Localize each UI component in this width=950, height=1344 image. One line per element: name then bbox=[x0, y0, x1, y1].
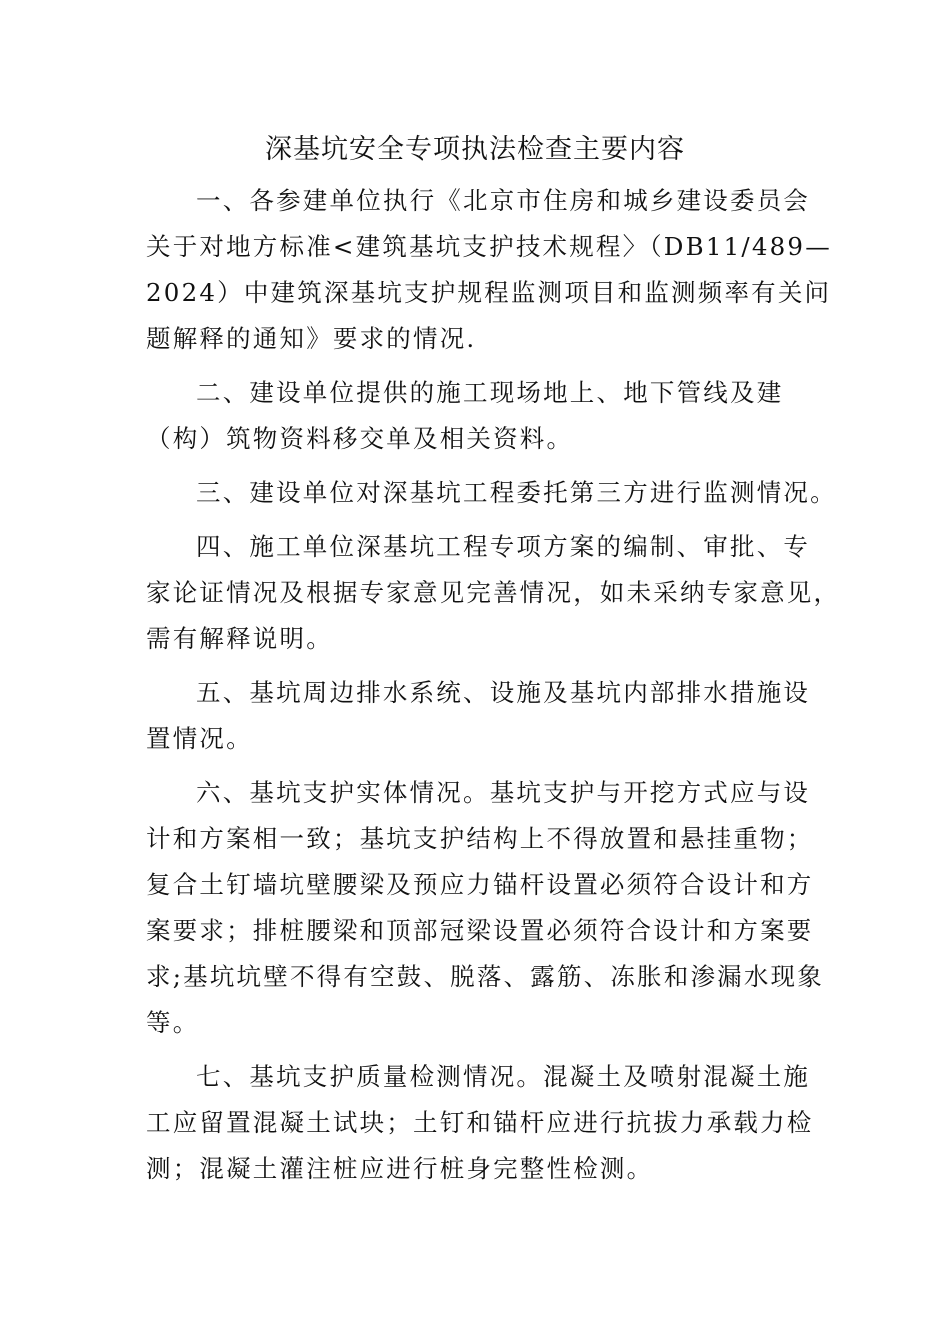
paragraph-line: 计和方案相一致；基坑支护结构上不得放置和悬挂重物； bbox=[146, 824, 814, 853]
paragraph-1 bbox=[146, 178, 832, 362]
paragraph-line: 工应留置混凝土试块；土钉和锚杆应进行抗拔力承载力检 bbox=[146, 1108, 814, 1137]
paragraph-line: 关于对地方标准<建筑基坑支护技术规程〉（DB11/489— bbox=[146, 232, 832, 261]
paragraph-line: 2024）中建筑深基坑支护规程监测项目和监测频率有关问 bbox=[146, 278, 832, 307]
paragraph-line: 测；混凝土灌注桩应进行桩身完整性检测。 bbox=[146, 1154, 654, 1183]
paragraph-5 bbox=[146, 670, 826, 762]
paragraph-line: 案要求；排桩腰梁和顶部冠梁设置必须符合设计和方案要 bbox=[146, 916, 814, 945]
paragraph-2 bbox=[146, 370, 826, 462]
paragraph-line: 家论证情况及根据专家意见完善情况，如未采纳专家意见， bbox=[146, 578, 841, 607]
paragraph-line: 置情况。 bbox=[146, 724, 253, 753]
paragraph-line: 三、建设单位对深基坑工程委托第三方进行监测情况。 bbox=[196, 478, 837, 507]
paragraph-line: 二、建设单位提供的施工现场地上、地下管线及建 bbox=[196, 378, 784, 407]
paragraph-3 bbox=[146, 470, 837, 516]
paragraph-line: 六、基坑支护实体情况。基坑支护与开挖方式应与设 bbox=[196, 778, 811, 807]
paragraph-line: 五、基坑周边排水系统、设施及基坑内部排水措施设 bbox=[196, 678, 811, 707]
paragraph-line: 题解释的通知》要求的情况. bbox=[146, 324, 477, 353]
paragraph-line: 求;基坑坑壁不得有空鼓、脱落、露筋、冻胀和渗漏水现象 bbox=[146, 962, 824, 991]
paragraph-line: （构）筑物资料移交单及相关资料。 bbox=[146, 424, 574, 453]
paragraph-line: 一、各参建单位执行《北京市住房和城乡建设委员会 bbox=[196, 186, 811, 215]
paragraph-4 bbox=[146, 524, 841, 662]
document-title: 深基坑安全专项执法检查主要内容 bbox=[265, 134, 685, 165]
document-body bbox=[146, 178, 841, 1200]
paragraph-line: 需有解释说明。 bbox=[146, 624, 333, 653]
paragraph-6 bbox=[146, 770, 826, 1046]
paragraph-line: 四、施工单位深基坑工程专项方案的编制、审批、专 bbox=[196, 532, 811, 561]
paragraph-7 bbox=[146, 1054, 826, 1192]
paragraph-line: 七、基坑支护质量检测情况。混凝土及喷射混凝土施 bbox=[196, 1062, 811, 1091]
paragraph-line: 等。 bbox=[146, 1008, 200, 1037]
paragraph-line: 复合土钉墙坑壁腰梁及预应力锚杆设置必须符合设计和方 bbox=[146, 870, 814, 899]
